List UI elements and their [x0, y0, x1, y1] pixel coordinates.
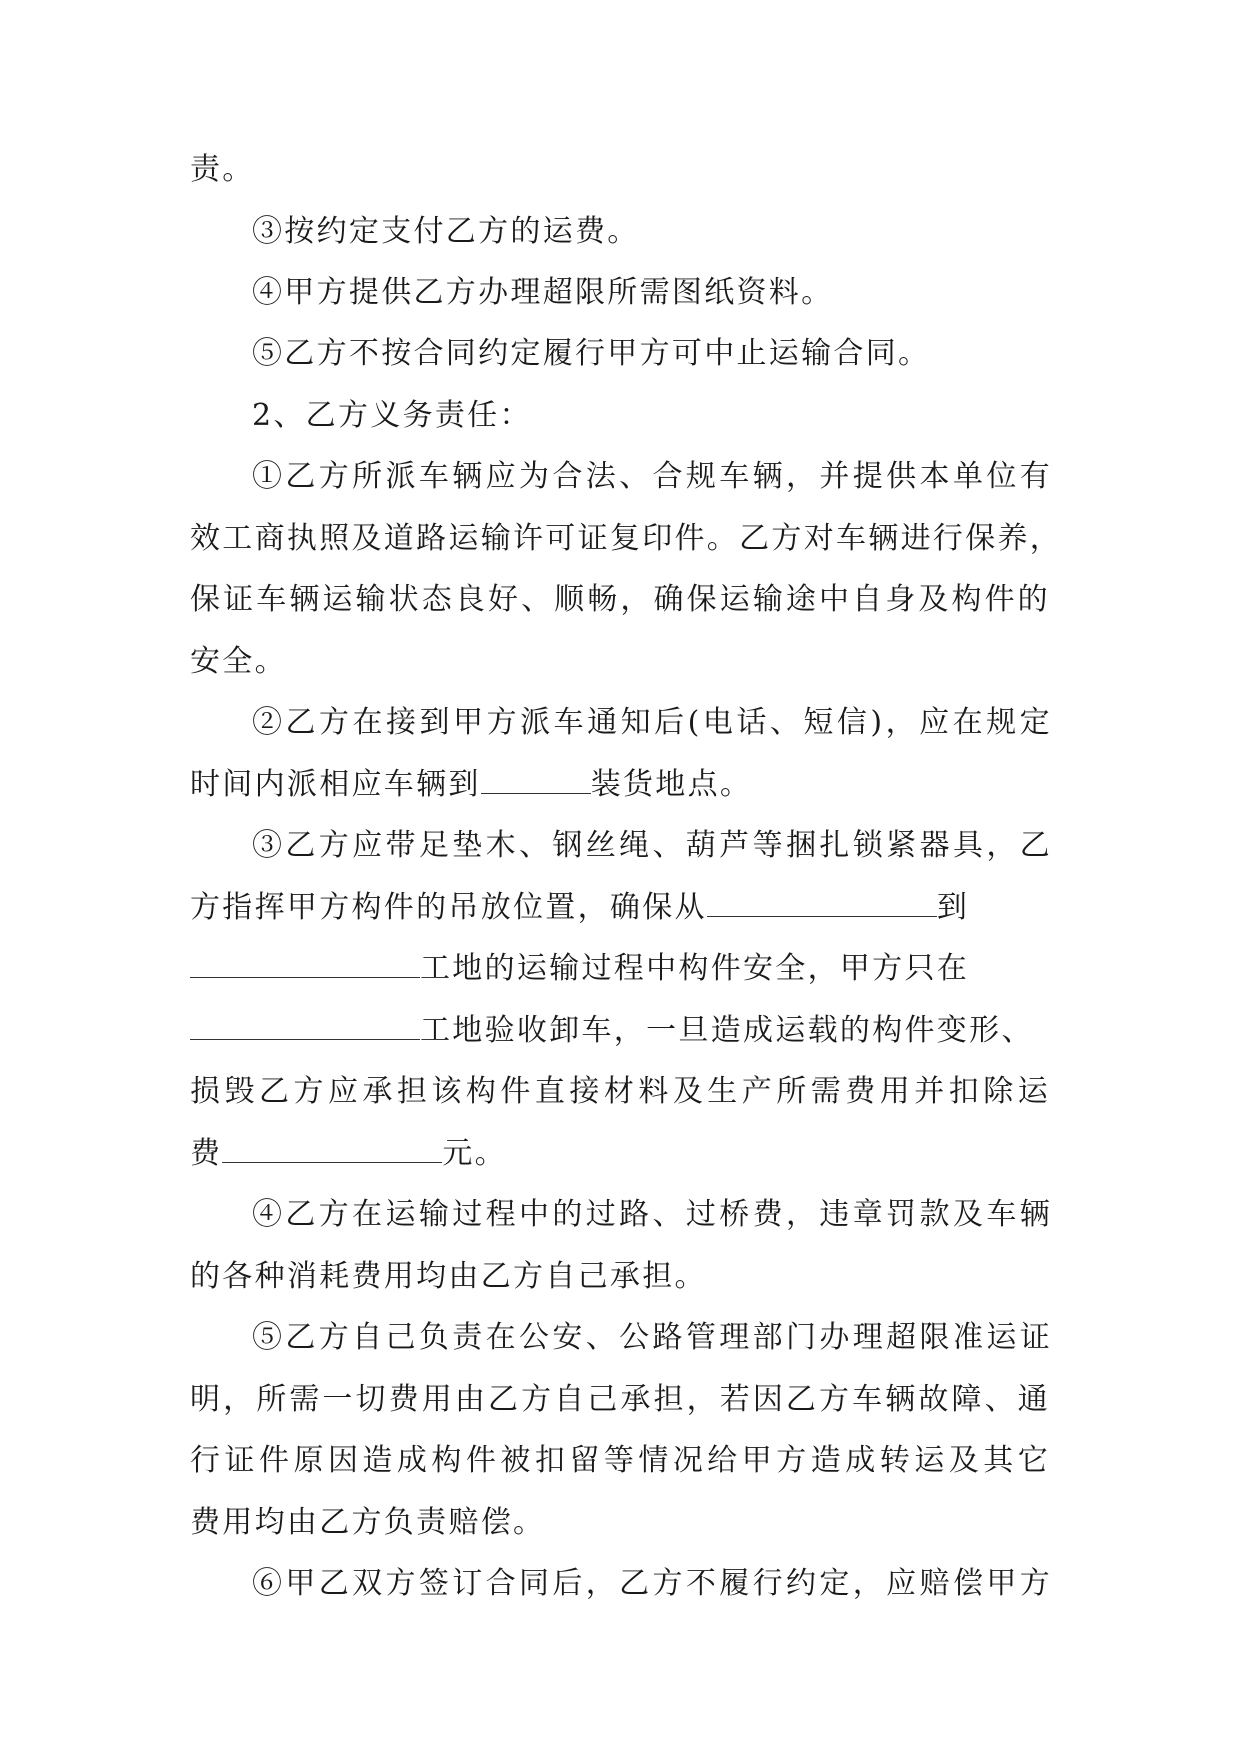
text-line: ③按约定支付乙方的运费。: [252, 214, 640, 249]
text-line: ③乙方应带足垫木、钢丝绳、葫芦等捆扎锁紧器具，乙: [252, 828, 1052, 863]
text-segment: 时间内派相应车辆到: [190, 767, 481, 802]
fill-in-blank[interactable]: [190, 951, 420, 978]
text-line-with-blank: [190, 949, 1050, 989]
text-segment: 工地验收卸车，一旦造成运载的构件变形、: [420, 1013, 1034, 1048]
text-line-with-blank: [190, 1134, 1050, 1174]
text-line: ①乙方所派车辆应为合法、合规车辆，并提供本单位有: [252, 459, 1052, 494]
text-line: 责。: [190, 152, 255, 187]
text-line: 效工商执照及道路运输许可证复印件。乙方对车辆进行保养，: [190, 521, 1063, 556]
text-line: ⑤乙方不按合同约定履行甲方可中止运输合同。: [252, 336, 931, 371]
text-line: ②乙方在接到甲方派车通知后(电话、短信)，应在规定: [252, 705, 1052, 740]
fill-in-blank[interactable]: [222, 1136, 442, 1163]
fill-in-blank[interactable]: [481, 767, 591, 794]
text-line: ⑤乙方自己负责在公安、公路管理部门办理超限准运证: [252, 1320, 1052, 1355]
text-segment: 方指挥甲方构件的吊放位置，确保从: [190, 890, 707, 925]
text-line: ④甲方提供乙方办理超限所需图纸资料。: [252, 275, 834, 310]
text-line-with-blank: [190, 888, 1050, 928]
text-line: 行证件原因造成构件被扣留等情况给甲方造成转运及其它: [190, 1443, 1050, 1478]
text-line-with-blank: [190, 1011, 1050, 1051]
text-line: 2、乙方义务责任：: [252, 398, 532, 433]
text-segment: 费: [190, 1136, 223, 1171]
fill-in-blank[interactable]: [707, 890, 937, 917]
text-segment: 装货地点。: [590, 767, 753, 802]
text-line: 明，所需一切费用由乙方自己承担，若因乙方车辆故障、通: [190, 1382, 1050, 1417]
text-segment: 到: [936, 890, 970, 925]
text-segment: 元。: [442, 1136, 507, 1171]
text-line: ④乙方在运输过程中的过路、过桥费，违章罚款及车辆: [252, 1197, 1052, 1232]
text-line-with-blank: [190, 765, 1050, 805]
text-line: 安全。: [190, 644, 287, 679]
text-line: ⑥甲乙双方签订合同后，乙方不履行约定，应赔偿甲方: [252, 1566, 1052, 1601]
text-line: 损毁乙方应承担该构件直接材料及生产所需费用并扣除运: [190, 1074, 1050, 1109]
text-line: 费用均由乙方负责赔偿。: [190, 1505, 546, 1540]
text-segment: 工地的运输过程中构件安全，甲方只在: [420, 951, 970, 986]
fill-in-blank[interactable]: [190, 1013, 420, 1040]
text-line: 保证车辆运输状态良好、顺畅，确保运输途中自身及构件的: [190, 582, 1050, 617]
text-line: 的各种消耗费用均由乙方自己承担。: [190, 1259, 707, 1294]
